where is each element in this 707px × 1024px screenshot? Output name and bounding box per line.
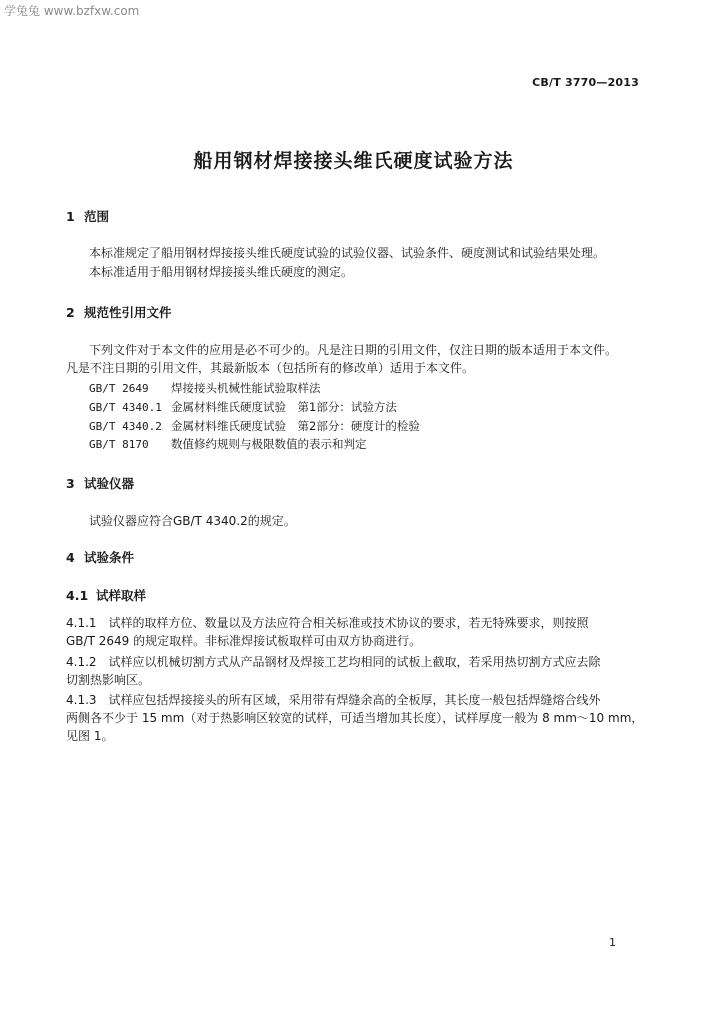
section-title: 试验仪器 (84, 476, 135, 491)
subsection-title: 试样取样 (96, 588, 147, 603)
clause-4-1-2-line-1: 4.1.2 试样应以机械切割方式从产品钢材及焊接工艺均相同的试板上截取，若采用热切割方式应去除 (66, 655, 601, 669)
watermark: 学兔兔 www.bzfxw.com (4, 4, 140, 18)
normative-paragraph-line-2: 凡是不注日期的引用文件，其最新版本（包括所有的修改单）适用于本文件。 (66, 361, 475, 375)
normative-paragraph-line-1: 下列文件对于本文件的应用是必不可少的。凡是注日期的引用文件，仅注日期的版本适用于本文件。 (89, 343, 618, 357)
section-number: 4 (66, 550, 75, 565)
scope-paragraph-1: 本标准规定了船用钢材焊接接头维氏硬度试验的试验仪器、试验条件、硬度测试和试验结果处理。 (89, 246, 606, 260)
reference-item (89, 418, 420, 434)
section-title: 规范性引用文件 (84, 305, 172, 320)
reference-title: 金属材料维氏硬度试验 第1部分：试验方法 (171, 400, 397, 414)
clause-4-1-2-line-2: 切割热影响区。 (66, 673, 151, 687)
reference-item (89, 436, 367, 452)
reference-item (89, 380, 321, 396)
section-title: 范围 (84, 209, 110, 224)
reference-title: 金属材料维氏硬度试验 第2部分：硬度计的检验 (171, 419, 420, 433)
section-title: 试验条件 (84, 550, 135, 565)
page-number: 1 (609, 936, 616, 949)
section-number: 2 (66, 305, 75, 320)
subsection-4-1-heading (66, 586, 146, 604)
subsection-number: 4.1 (66, 588, 89, 603)
reference-code: GB/T 4340.2 (89, 420, 162, 433)
reference-title: 焊接接头机械性能试验取样法 (171, 381, 321, 395)
reference-code: GB/T 2649 (89, 382, 149, 395)
clause-4-1-3-line-2: 两侧各不少于 15 mm（对于热影响区较宽的试样，可适当增加其长度），试样厚度一般为 8 mm～10 mm， (66, 711, 644, 725)
document-id: CB/T 3770—2013 (532, 76, 639, 89)
reference-title: 数值修约规则与极限数值的表示和判定 (171, 437, 367, 451)
section-number: 3 (66, 476, 75, 491)
reference-item (89, 399, 397, 415)
reference-code: GB/T 4340.1 (89, 401, 162, 414)
section-2-heading (66, 303, 172, 321)
clause-4-1-1-line-2: GB/T 2649 的规定取样。非标准焊接试板取样可由双方协商进行。 (66, 634, 422, 648)
page-title: 船用钢材焊接接头维氏硬度试验方法 (193, 150, 514, 172)
section-3-heading (66, 474, 134, 492)
clause-4-1-3-line-1: 4.1.3 试样应包括焊接接头的所有区域，采用带有焊缝余高的全板厚，其长度一般包括焊缝熔合线外 (66, 693, 601, 707)
section-number: 1 (66, 209, 75, 224)
clause-4-1-3-line-3: 见图 1。 (66, 729, 114, 743)
section-1-heading (66, 207, 109, 225)
scope-paragraph-2: 本标准适用于船用钢材焊接接头维氏硬度的测定。 (89, 265, 354, 279)
section-4-heading (66, 548, 134, 566)
clause-4-1-1-line-1: 4.1.1 试样的取样方位、数量以及方法应符合相关标准或技术协议的要求，若无特殊要求，则按照 (66, 616, 589, 630)
reference-code: GB/T 8170 (89, 438, 149, 451)
apparatus-paragraph: 试验仪器应符合GB/T 4340.2的规定。 (89, 514, 296, 528)
